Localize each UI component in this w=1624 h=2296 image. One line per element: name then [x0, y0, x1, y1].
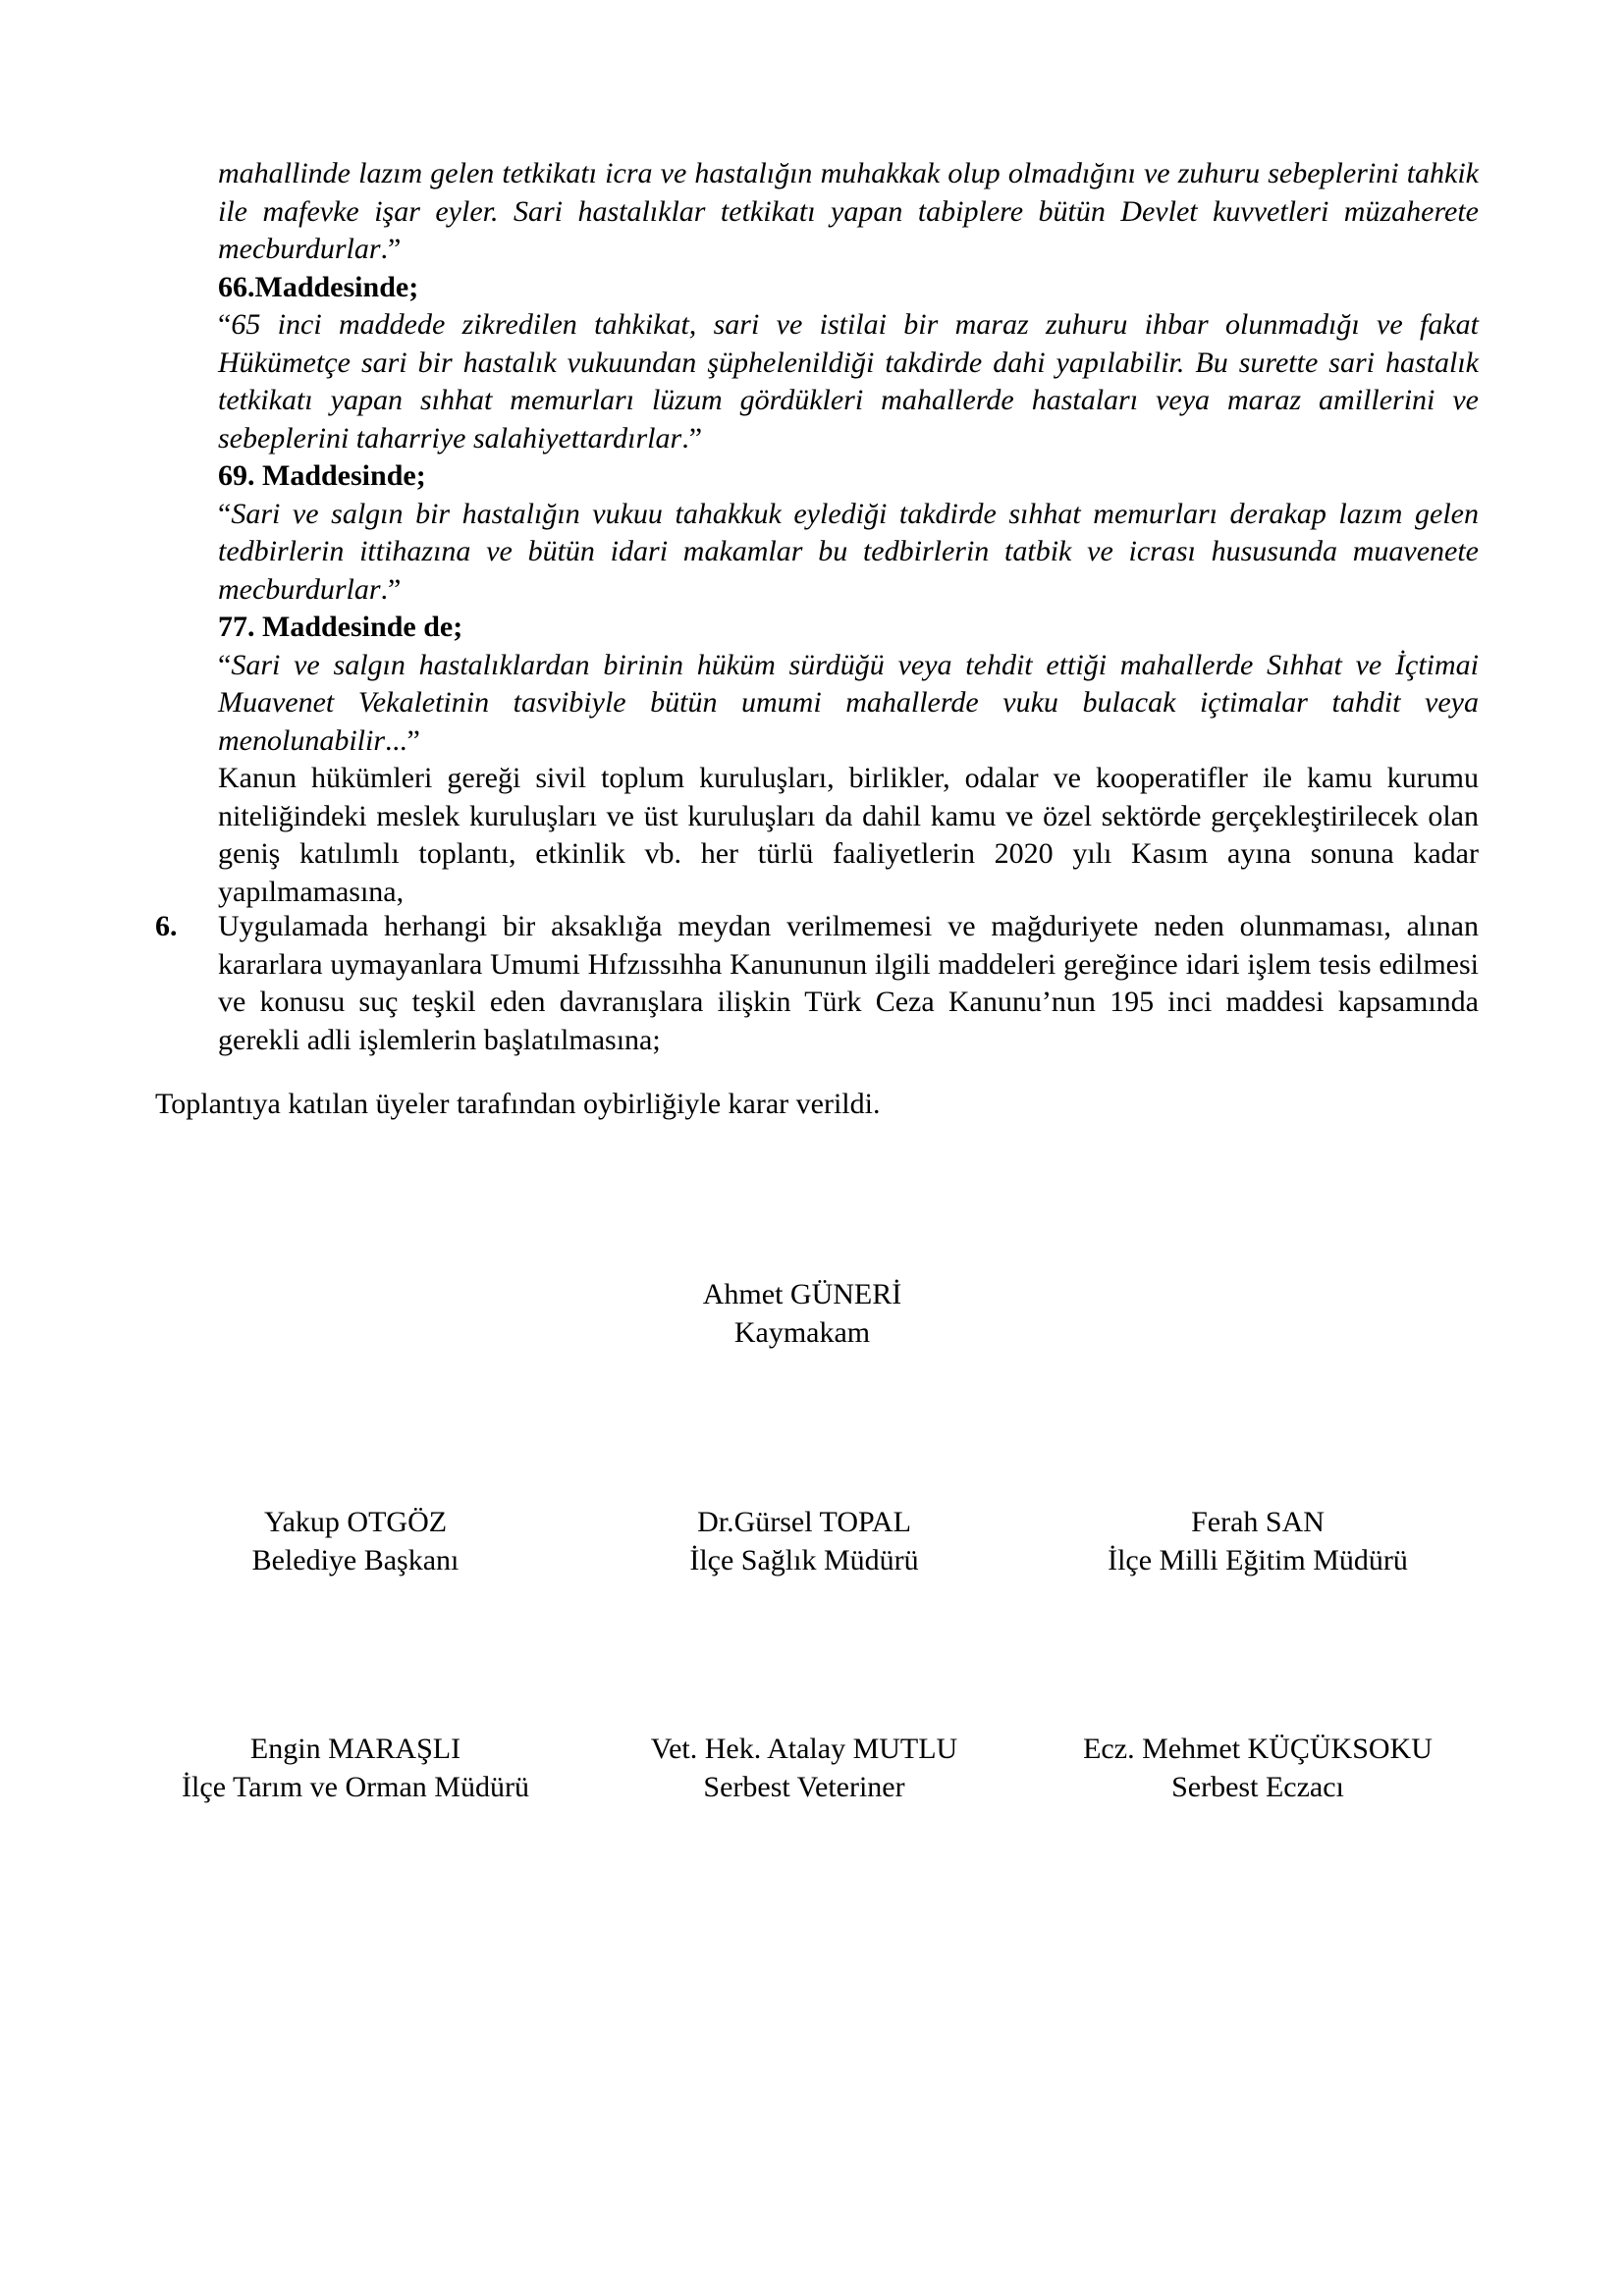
- article-66-open-quote: “: [218, 308, 232, 341]
- article-66-close-quote: .”: [681, 421, 703, 454]
- item-6-number: 6.: [155, 910, 178, 942]
- signature-name: Vet. Hek. Atalay MUTLU: [650, 1733, 958, 1765]
- signature-kaymakam: [596, 1276, 1008, 1352]
- signature-serbest-veteriner: [598, 1731, 1010, 1806]
- signature-name: Engin MARAŞLI: [249, 1733, 461, 1765]
- article-77-text: Sari ve salgın hastalıklardan birinin hüküm sürdüğü veya tehdit ettiği mahallerde Sıhhat ve İçtimai Muavenet Vekaletinin tasvibiyle bütün umumi mahallerde vuku bulacak içtimalar tahdit veya menolunabilir: [218, 648, 1479, 757]
- signature-title: Serbest Veteriner: [703, 1770, 905, 1803]
- signature-serbest-eczaci: [1052, 1731, 1464, 1806]
- article-69-open-quote: “: [218, 497, 232, 530]
- article-69-text: Sari ve salgın bir hastalığın vukuu tahakkuk eylediği takdirde sıhhat memurları derakap lazım gelen tedbirlerin ittihazına ve bütün idari makamlar bu tedbirlerin tatbik ve icrası hususunda muavenete mecburdurlar: [218, 497, 1479, 606]
- signature-title: Belediye Başkanı: [251, 1543, 460, 1576]
- signature-name: Ferah SAN: [1191, 1506, 1325, 1538]
- closing-statement: Toplantıya katılan üyeler tarafından oybirliğiyle karar verildi.: [155, 1088, 881, 1120]
- article-66-heading: 66.Maddesinde;: [218, 270, 419, 303]
- article-77-close-quote: ...”: [385, 723, 420, 757]
- signature-name: Ecz. Mehmet KÜÇÜKSOKU: [1083, 1733, 1433, 1765]
- item-6: [155, 908, 1479, 1059]
- signature-title: İlçe Tarım ve Orman Müdürü: [182, 1770, 529, 1803]
- signature-title: İlçe Milli Eğitim Müdürü: [1108, 1543, 1408, 1576]
- article-69-close-quote: .”: [380, 572, 402, 606]
- article-77-quote: [218, 647, 1479, 761]
- article-65-close-quote: .”: [380, 233, 402, 265]
- article-77-heading: 77. Maddesinde de;: [218, 611, 463, 643]
- signature-title: Serbest Eczacı: [1171, 1770, 1344, 1803]
- document-body: [218, 155, 1479, 911]
- article-65-continuation: [218, 155, 1479, 269]
- article-66-quote: [218, 306, 1479, 457]
- article-69-quote: [218, 496, 1479, 610]
- signature-ilce-saglik-muduru: [598, 1504, 1010, 1579]
- article-77-open-quote: “: [218, 648, 232, 681]
- article-66-text: 65 inci maddede zikredilen tahkikat, sari ve istilai bir maraz zuhuru ihbar olunmadığı ve fakat Hükümetçe sari bir hastalık vukuundan şüphelenildiği takdirde dahi yapılabilir. Bu surette sari hastalık tetkikatı yapan sıhhat memurları lüzum gördükleri mahallerde hastaları veya maraz amillerini ve sebeplerini taharriye salahiyettardırlar: [218, 308, 1479, 454]
- article-69-heading: 69. Maddesinde;: [218, 459, 426, 492]
- item-6-text: Uygulamada herhangi bir aksaklığa meydan verilmemesi ve mağduriyete neden olunmaması, alınan kararlara uymayanlara Umumi Hıfzıssıhha Kanununun ilgili maddeleri gereğince idari işlem tesis edilmesi ve konusu suç teşkil eden davranışlara ilişkin Türk Ceza Kanunu’nun 195 inci maddesi kapsamında gerekli adli işlemlerin başlatılmasına;: [218, 910, 1479, 1056]
- article-65-text: mahallinde lazım gelen tetkikatı icra ve hastalığın muhakkak olup olmadığını ve zuhuru sebeplerini tahkik ile mafevke işar eyler. Sari hastalıklar tetkikatı yapan tabiplere bütün Devlet kuvvetleri müzaherete mecburdurlar: [218, 157, 1479, 265]
- signature-name: Dr.Gürsel TOPAL: [697, 1506, 911, 1538]
- signature-ilce-tarim-orman-muduru: [149, 1731, 562, 1806]
- signature-title: Kaymakam: [733, 1315, 871, 1349]
- decision-paragraph: Kanun hükümleri gereği sivil toplum kuruluşları, birlikler, odalar ve kooperatifler ile kamu kurumu niteliğindeki meslek kuruluşları ve üst kuruluşları da dahil kamu ve özel sektörde gerçekleştirilecek olan geniş katılımlı toplantı, etkinlik vb. her türlü faaliyetlerin 2020 yılı Kasım ayına sonuna kadar yapılmamasına,: [218, 762, 1479, 908]
- signature-title: İlçe Sağlık Müdürü: [689, 1543, 919, 1576]
- signature-belediye-baskani: [149, 1504, 562, 1579]
- signature-name: Yakup OTGÖZ: [263, 1506, 448, 1538]
- signature-ilce-milli-egitim-muduru: [1052, 1504, 1464, 1579]
- signature-name: Ahmet GÜNERİ: [702, 1278, 902, 1310]
